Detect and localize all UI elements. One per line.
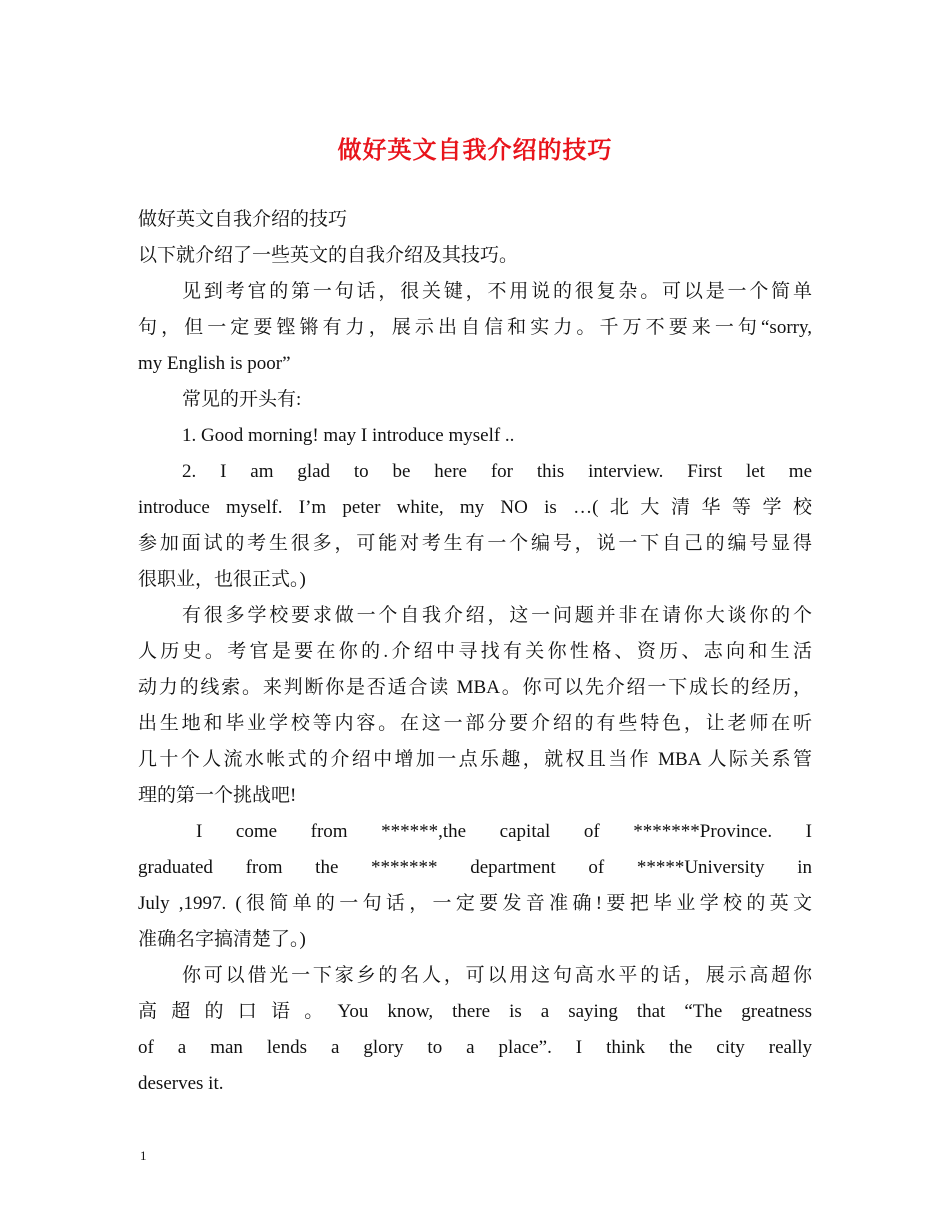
text-line: 有很多学校要求做一个自我介绍，这一问题并非在请你大谈你的个 xyxy=(182,605,812,626)
text-line: graduated from the ******* department of *****University in xyxy=(138,857,812,878)
text-line: 你可以借光一下家乡的名人，可以用这句高水平的话，展示高超你 xyxy=(182,965,812,986)
text-line: introduce myself. I’m peter white, my NO is …(北大清华等学校 xyxy=(138,497,812,518)
text-line: 参加面试的考生很多，可能对考生有一个编号，说一下自己的编号显得 xyxy=(138,533,812,554)
text-line: my English is poor” xyxy=(138,353,291,374)
text-line: 做好英文自我介绍的技巧 xyxy=(138,209,348,230)
text-line: deserves it. xyxy=(138,1073,224,1094)
text-line: 几十个人流水帐式的介绍中增加一点乐趣，就权且当作 MBA 人际关系管 xyxy=(138,749,812,770)
document-body xyxy=(138,202,812,1102)
document-title: 做好英文自我介绍的技巧 xyxy=(337,138,613,164)
text-line: 很职业，也很正式。) xyxy=(138,569,306,590)
text-line: of a man lends a glory to a place”. I think the city really xyxy=(138,1037,812,1058)
text-line: 1. Good morning! may I introduce myself .. xyxy=(182,425,515,446)
text-line: 出生地和毕业学校等内容。在这一部分要介绍的有些特色，让老师在听 xyxy=(138,713,812,734)
text-line: 准确名字搞清楚了。) xyxy=(138,929,306,950)
text-line: 2. I am glad to be here for this interview. First let me xyxy=(182,461,812,482)
text-line: 以下就介绍了一些英文的自我介绍及其技巧。 xyxy=(138,245,519,266)
text-line: 常见的开头有: xyxy=(182,389,302,410)
text-line: 动力的线索。来判断你是否适合读 MBA。你可以先介绍一下成长的经历， xyxy=(138,677,812,698)
text-line: 高超的口语。You know, there is a saying that “The greatness xyxy=(138,1001,812,1022)
text-line: 句，但一定要铿锵有力，展示出自信和实力。千万不要来一句“sorry, xyxy=(138,317,812,338)
page-number: 1 xyxy=(140,1148,147,1163)
text-line: 理的第一个挑战吧! xyxy=(138,785,297,806)
text-line: I come from ******,the capital of *******Province. I xyxy=(196,821,812,842)
text-line: 见到考官的第一句话，很关键，不用说的很复杂。可以是一个简单 xyxy=(182,281,812,302)
text-line: 人历史。考官是要在你的.介绍中寻找有关你性格、资历、志向和生活 xyxy=(138,641,812,662)
text-line: July ,1997. (很简单的一句话，一定要发音准确!要把毕业学校的英文 xyxy=(138,893,812,914)
